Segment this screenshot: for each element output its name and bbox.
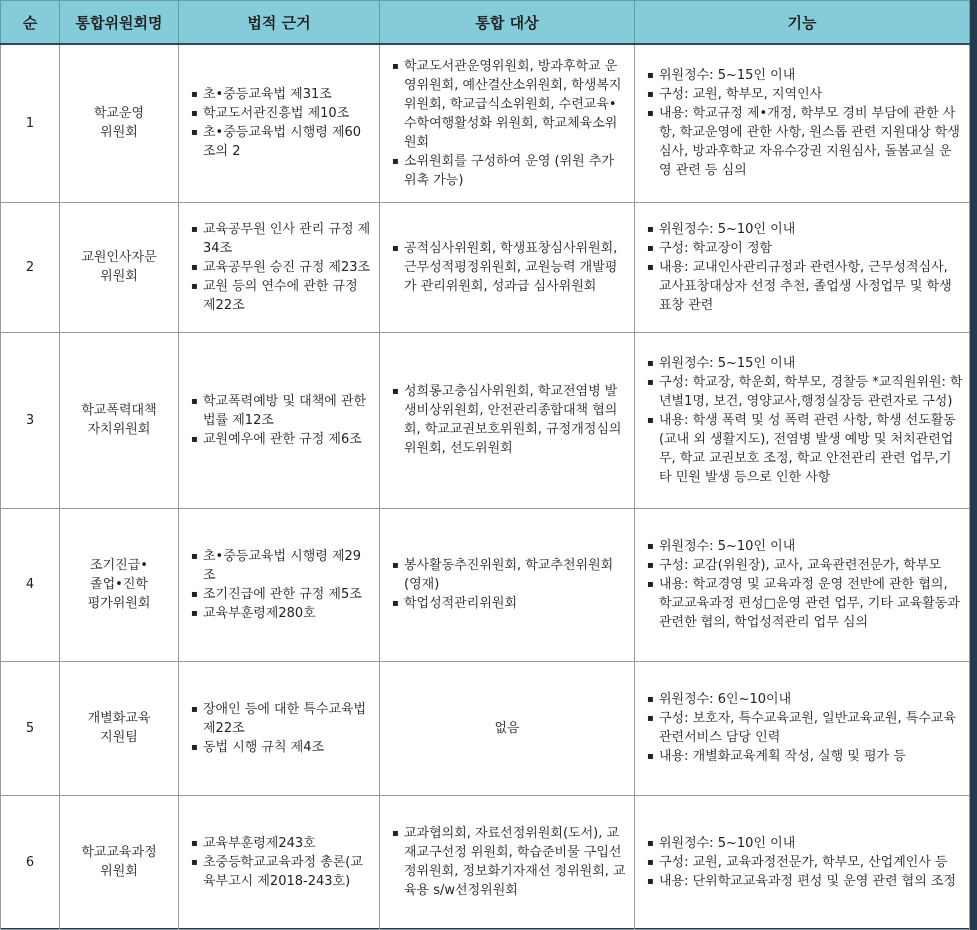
functions-cell	[635, 202, 970, 332]
target-item: ▪ 교과협의회, 자료선정위원회(도서), 교재교구선정 위원회, 학습준비물 구입선정위원회, 정보화기자재선 정위원회, 교육용 s/w선정위원회	[404, 824, 628, 900]
legal-basis-cell	[179, 202, 380, 332]
function-item: ▪ 위원정수: 5~10인 이내	[659, 834, 963, 853]
function-item: ▪ 구성: 교원, 교육과정전문가, 학부모, 산업계인사 등	[659, 853, 963, 872]
legal-basis-cell	[179, 795, 380, 929]
legal-item: ▪ 교원예우에 관한 규정 제6조	[203, 430, 373, 449]
targets-cell	[380, 202, 635, 332]
function-item: ▪ 내용: 학교경영 및 교육과정 운영 전반에 관한 협의, 학교교육과정 편성□운영 관련 업무, 기타 교육활동과 관련한 협의, 학업성적관리 업무 심의	[659, 575, 963, 632]
legal-item: ▪ 교육부훈령제280호	[203, 604, 373, 623]
header-row	[1, 1, 970, 45]
table-row	[1, 795, 970, 929]
name-line: 교원인사자문	[81, 250, 157, 265]
row-number: 3	[1, 332, 60, 508]
function-item: ▪ 내용: 학생 폭력 및 성 폭력 관련 사항, 학생 선도활동(교내 외 생활지도), 전염병 발생 예방 및 처치관련업무, 학교 교권보호 조정, 학교 안전관리 관련 업무,기타 민원 발생 등으로 인한 사항	[659, 411, 963, 487]
row-number: 6	[1, 795, 60, 929]
table-row	[1, 202, 970, 332]
function-item: ▪ 위원정수: 5~10인 이내	[659, 220, 963, 239]
legal-item: ▪ 초•중등교육법 제31조	[203, 85, 373, 104]
function-item: ▪ 구성: 교감(위원장), 교사, 교육관련전문가, 학부모	[659, 556, 963, 575]
name-line: 위원회	[100, 269, 138, 284]
header-legal: 법적 근거	[179, 1, 380, 45]
name-line: 학교교육과정	[81, 845, 157, 860]
legal-item: ▪ 교원 등의 연수에 관한 규정 제22조	[203, 277, 373, 315]
legal-item: ▪ 조기진급에 관한 규정 제5조	[203, 585, 373, 604]
header-name: 통합위원회명	[60, 1, 179, 45]
name-line: 위원회	[100, 864, 138, 879]
name-line: 지원팀	[100, 730, 138, 745]
function-item: ▪ 위원정수: 6인~10이내	[659, 690, 963, 709]
legal-item: ▪ 초중등학교교육과정 총론(교육부고시 제2018-243호)	[203, 853, 373, 891]
legal-item: ▪ 교육공무원 인사 관리 규정 제34조	[203, 220, 373, 258]
legal-item: ▪ 초•중등교육법 시행령 제60조의 2	[203, 123, 373, 161]
targets-cell	[380, 795, 635, 929]
row-number: 4	[1, 508, 60, 661]
function-item: ▪ 내용: 단위학교교육과정 편성 및 운영 관련 협의 조정	[659, 872, 963, 891]
legal-item: ▪ 교육공무원 승진 규정 제23조	[203, 258, 373, 277]
legal-item: ▪ 학교도서관진흥법 제10조	[203, 104, 373, 123]
functions-cell	[635, 332, 970, 508]
committee-name	[60, 795, 179, 929]
functions-cell	[635, 508, 970, 661]
targets-cell	[380, 508, 635, 661]
function-item: ▪ 구성: 학교장이 정함	[659, 239, 963, 258]
legal-basis-cell	[179, 661, 380, 795]
name-line: 학교폭력대책	[81, 403, 157, 418]
header-num: 순	[1, 1, 60, 45]
function-item: ▪ 구성: 보호자, 특수교육교원, 일반교육교원, 특수교육 관련서비스 담당 인력	[659, 709, 963, 747]
name-line: 졸업•진학	[90, 577, 148, 592]
function-item: ▪ 위원정수: 5~15인 이내	[659, 66, 963, 85]
function-item: ▪ 구성: 학교장, 학운회, 학부모, 경찰등 *교직원위원: 학년별1명, 보건, 영양교사,행정실장등 관련자로 구성)	[659, 373, 963, 411]
function-item: ▪ 내용: 학교규정 제•개정, 학부모 경비 부담에 관한 사항, 학교운영에 관한 사항, 원스톱 관련 지원대상 학생심사, 방과후학교 자유수강권 지원심사, 돌봄교실 운영 관련 등 심의	[659, 104, 963, 180]
target-item: ▪ 봉사활동추진위원회, 학교추천위원회(영재)	[404, 556, 628, 594]
target-item: ▪ 소위원회를 구성하여 운영 (위원 추가 위촉 가능)	[404, 152, 628, 190]
legal-item: ▪ 초•중등교육법 시행령 제29조	[203, 547, 373, 585]
header-functions: 기능	[635, 1, 970, 45]
row-number: 1	[1, 44, 60, 202]
targets-cell	[380, 44, 635, 202]
committee-name	[60, 508, 179, 661]
name-line: 자치위원회	[87, 422, 151, 437]
legal-item: ▪ 교육부훈령제243호	[203, 834, 373, 853]
target-item: ▪ 성희롱고충심사위원회, 학교전염병 발생비상위원회, 안전관리종합대책 협의회, 학교교권보호위원회, 규정개정심의 위원회, 선도위원회	[404, 382, 628, 458]
functions-cell	[635, 795, 970, 929]
target-item: ▪ 학업성적관리위원회	[404, 594, 628, 613]
legal-basis-cell	[179, 44, 380, 202]
legal-basis-cell	[179, 332, 380, 508]
row-number: 2	[1, 202, 60, 332]
name-line: 조기진급•	[90, 558, 148, 573]
row-number: 5	[1, 661, 60, 795]
table-row	[1, 508, 970, 661]
name-line: 위원회	[100, 125, 138, 141]
committee-name	[60, 44, 179, 202]
target-item: ▪ 학교도서관운영위원회, 방과후학교 운영위원회, 예산결산소위원회, 학생복지위원회, 학교급식소위원회, 수련교육•수학여행활성화 위원회, 학교체육소위원회	[404, 57, 628, 152]
function-item: ▪ 위원정수: 5~15인 이내	[659, 354, 963, 373]
table-row	[1, 44, 970, 202]
function-item: ▪ 내용: 개별화교육계획 작성, 실행 및 평가 등	[659, 747, 963, 766]
legal-basis-cell	[179, 508, 380, 661]
targets-cell	[380, 332, 635, 508]
name-line: 학교운영	[93, 106, 145, 122]
committee-name	[60, 202, 179, 332]
legal-item: ▪ 동법 시행 규칙 제4조	[203, 738, 373, 757]
function-item: ▪ 위원정수: 5~10인 이내	[659, 537, 963, 556]
target-item: ▪ 공적심사위원회, 학생표창심사위원회, 근무성적평정위원회, 교원능력 개발평가 관리위원회, 성과급 심사위원회	[404, 239, 628, 296]
table-row	[1, 661, 970, 795]
functions-cell	[635, 44, 970, 202]
function-item: ▪ 구성: 교원, 학부모, 지역인사	[659, 85, 963, 104]
function-item: ▪ 내용: 교내인사관리규정과 관련사항, 근무성적심사, 교사표창대상자 선정 추천, 졸업생 사정업무 및 학생표창 관련	[659, 258, 963, 315]
name-line: 개별화교육	[87, 711, 151, 726]
functions-cell	[635, 661, 970, 795]
header-targets: 통합 대상	[380, 1, 635, 45]
committee-name	[60, 332, 179, 508]
table-row	[1, 332, 970, 508]
legal-item: ▪ 학교폭력예방 및 대책에 관한 법률 제12조	[203, 392, 373, 430]
committee-name	[60, 661, 179, 795]
name-line: 평가위원회	[87, 596, 151, 611]
legal-item: ▪ 장애인 등에 대한 특수교육법 제22조	[203, 700, 373, 738]
targets-cell: 없음	[380, 661, 635, 795]
